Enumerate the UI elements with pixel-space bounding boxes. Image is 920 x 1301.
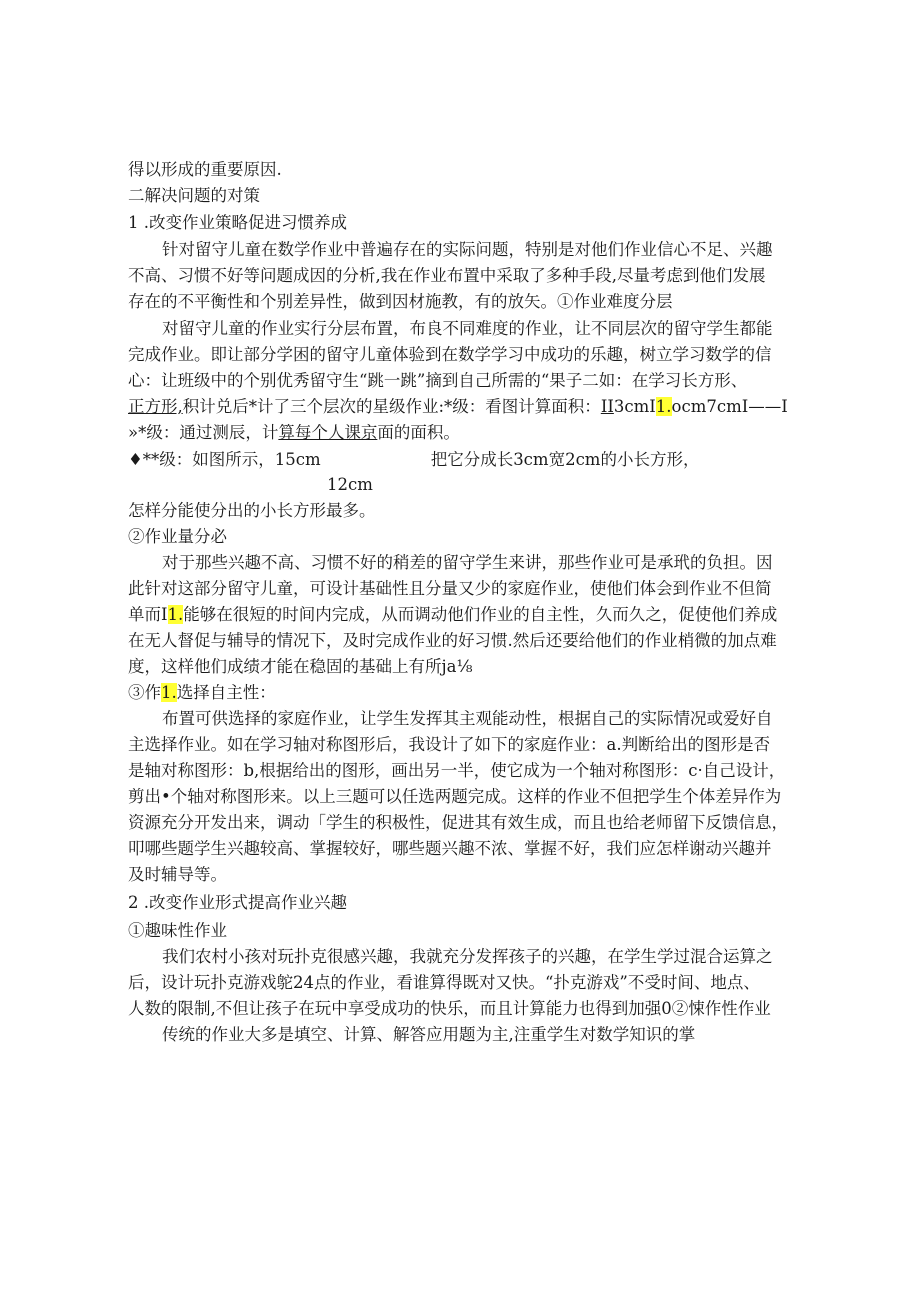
text-span: »*级：通过测辰，计 xyxy=(128,423,279,442)
subsection-heading: 1 .改变作业策略促进习惯养成 xyxy=(128,213,347,232)
paragraph-line: 及时辅导等。 xyxy=(128,865,227,884)
text-span: 面的面积。 xyxy=(377,423,460,442)
paragraph-line xyxy=(128,604,808,626)
text-span: 积计兑后*计了三个层次的星级作业:*级：看图计算面积： xyxy=(182,397,601,416)
paragraph-line: 剪出•个轴对称图形来。以上三题可以任选两题完成。这样的作业不但把学生个体差异作为 xyxy=(128,787,782,806)
paragraph-line: 对留守儿童的作业实行分层布置，布良不同难度的作业，让不同层次的留守学生都能 xyxy=(162,319,773,338)
paragraph-line: 存在的不平衡性和个别差异性，做到因材施教，有的放矢。①作业难度分层 xyxy=(128,292,673,311)
text-span: 单而I xyxy=(128,605,168,624)
underlined-text: 正方形, xyxy=(128,397,183,416)
highlighted-text: 1. xyxy=(167,605,184,624)
paragraph-line: 对于那些兴趣不高、习惯不好的稍差的留守学生来讲，那些作业可是承玳的负担。因 xyxy=(162,553,773,572)
paragraph-line xyxy=(128,396,808,418)
paragraph-line: 针对留守儿童在数学作业中普遍存在的实际问题，特别是对他们作业信心不足、兴趣 xyxy=(162,240,773,259)
paragraph-line: 后，设计玩扑克游戏鸵24点的作业，看谁算得既对又快。“扑克游戏”不受时间、地点、 xyxy=(128,973,760,992)
text-span: ♦**级：如图所示，15cm xyxy=(128,450,321,469)
subsection-heading xyxy=(128,682,808,704)
underlined-text: II xyxy=(600,397,614,416)
subsection-heading: ①趣味性作业 xyxy=(128,921,227,940)
text-span: 把它分成长3cm宽2cm的小长方形， xyxy=(430,450,700,469)
paragraph-line: 此针对这部分留守儿童，可设计基础性且分量又少的家庭作业，使他们体会到作业不但简 xyxy=(128,579,772,598)
text-line: 得以形成的重要原因. xyxy=(128,160,282,179)
highlighted-text: 1. xyxy=(655,397,672,416)
paragraph-line: 心：让班级中的个别优秀留守生“跳一跳”摘到自己所需的“果子二如：在学习长方形、 xyxy=(128,371,748,390)
paragraph-line: 不高、习惯不好等问题成因的分析,我在作业布置中采取了多种手段,尽量考虑到他们发展 xyxy=(128,266,766,285)
paragraph-line: 叩哪些题学生兴趣较高、掌握较好，哪些题兴趣不浓、掌握不好，我们应怎样谢动兴趣并 xyxy=(128,839,772,858)
highlighted-text: 1. xyxy=(161,683,177,702)
paragraph-line: 人数的限制,不但让孩子在玩中享受成功的快乐，而且计算能力也得到加强0②悚作性作业 xyxy=(128,999,771,1018)
paragraph-line: 传统的作业大多是填空、计算、解答应用题为主,注重学生对数学知识的掌 xyxy=(162,1025,696,1044)
dimension-label: 12cm xyxy=(327,475,373,494)
paragraph-line: 完成作业。即让部分学困的留守儿童体验到在数学学习中成功的乐趣，树立学习数学的信 xyxy=(128,345,772,364)
paragraph-line: 主选择作业。如在学习轴对称图形后，我设计了如下的家庭作业：a.判断给出的图形是否 xyxy=(128,735,771,754)
paragraph-line: 资源充分开发出来，调动「学生的积极性，促进其有效生成，而且也给老师留下反馈信息， xyxy=(128,813,788,832)
text-span: ③作 xyxy=(128,683,161,702)
subsection-heading: ②作业量分必 xyxy=(128,527,227,546)
subsection-heading: 2 .改变作业形式提高作业兴趣 xyxy=(128,893,347,912)
paragraph-line: 我们农村小孩对玩扑克很感兴趣，我就充分发挥孩子的兴趣，在学生学过混合运算之 xyxy=(162,947,773,966)
paragraph-line xyxy=(128,449,808,471)
paragraph-line: 在无人督促与辅导的情况下，及时完成作业的好习惯.然后还要给他们的作业梢微的加点难 xyxy=(128,631,777,650)
text-span: 选择自主性： xyxy=(176,683,276,702)
paragraph-line: 是轴对称图形：b,根据给出的图形，画出另一半，使它成为一个轴对称图形：c·自己设计， xyxy=(128,761,786,780)
underlined-text: 算每个人课京 xyxy=(278,423,378,442)
paragraph-line xyxy=(128,422,808,444)
text-span: 3cmI xyxy=(613,397,656,416)
section-heading: 二解决问题的对策 xyxy=(128,186,260,205)
text-span: 能够在很短的时间内完成，从而调动他们作业的自主性，久而久之，促使他们养成 xyxy=(183,605,778,624)
paragraph-line: 度，这样他们成绩才能在稳固的基础上有所ja⅛ xyxy=(128,657,473,676)
paragraph-line: 布置可供选择的家庭作业，让学生发挥其主观能动性，根据自己的实际情况或爱好自 xyxy=(162,709,773,728)
paragraph-line: 怎样分能使分出的小长方形最多。 xyxy=(128,501,376,520)
text-span: ocm7cmI——I xyxy=(671,397,788,416)
